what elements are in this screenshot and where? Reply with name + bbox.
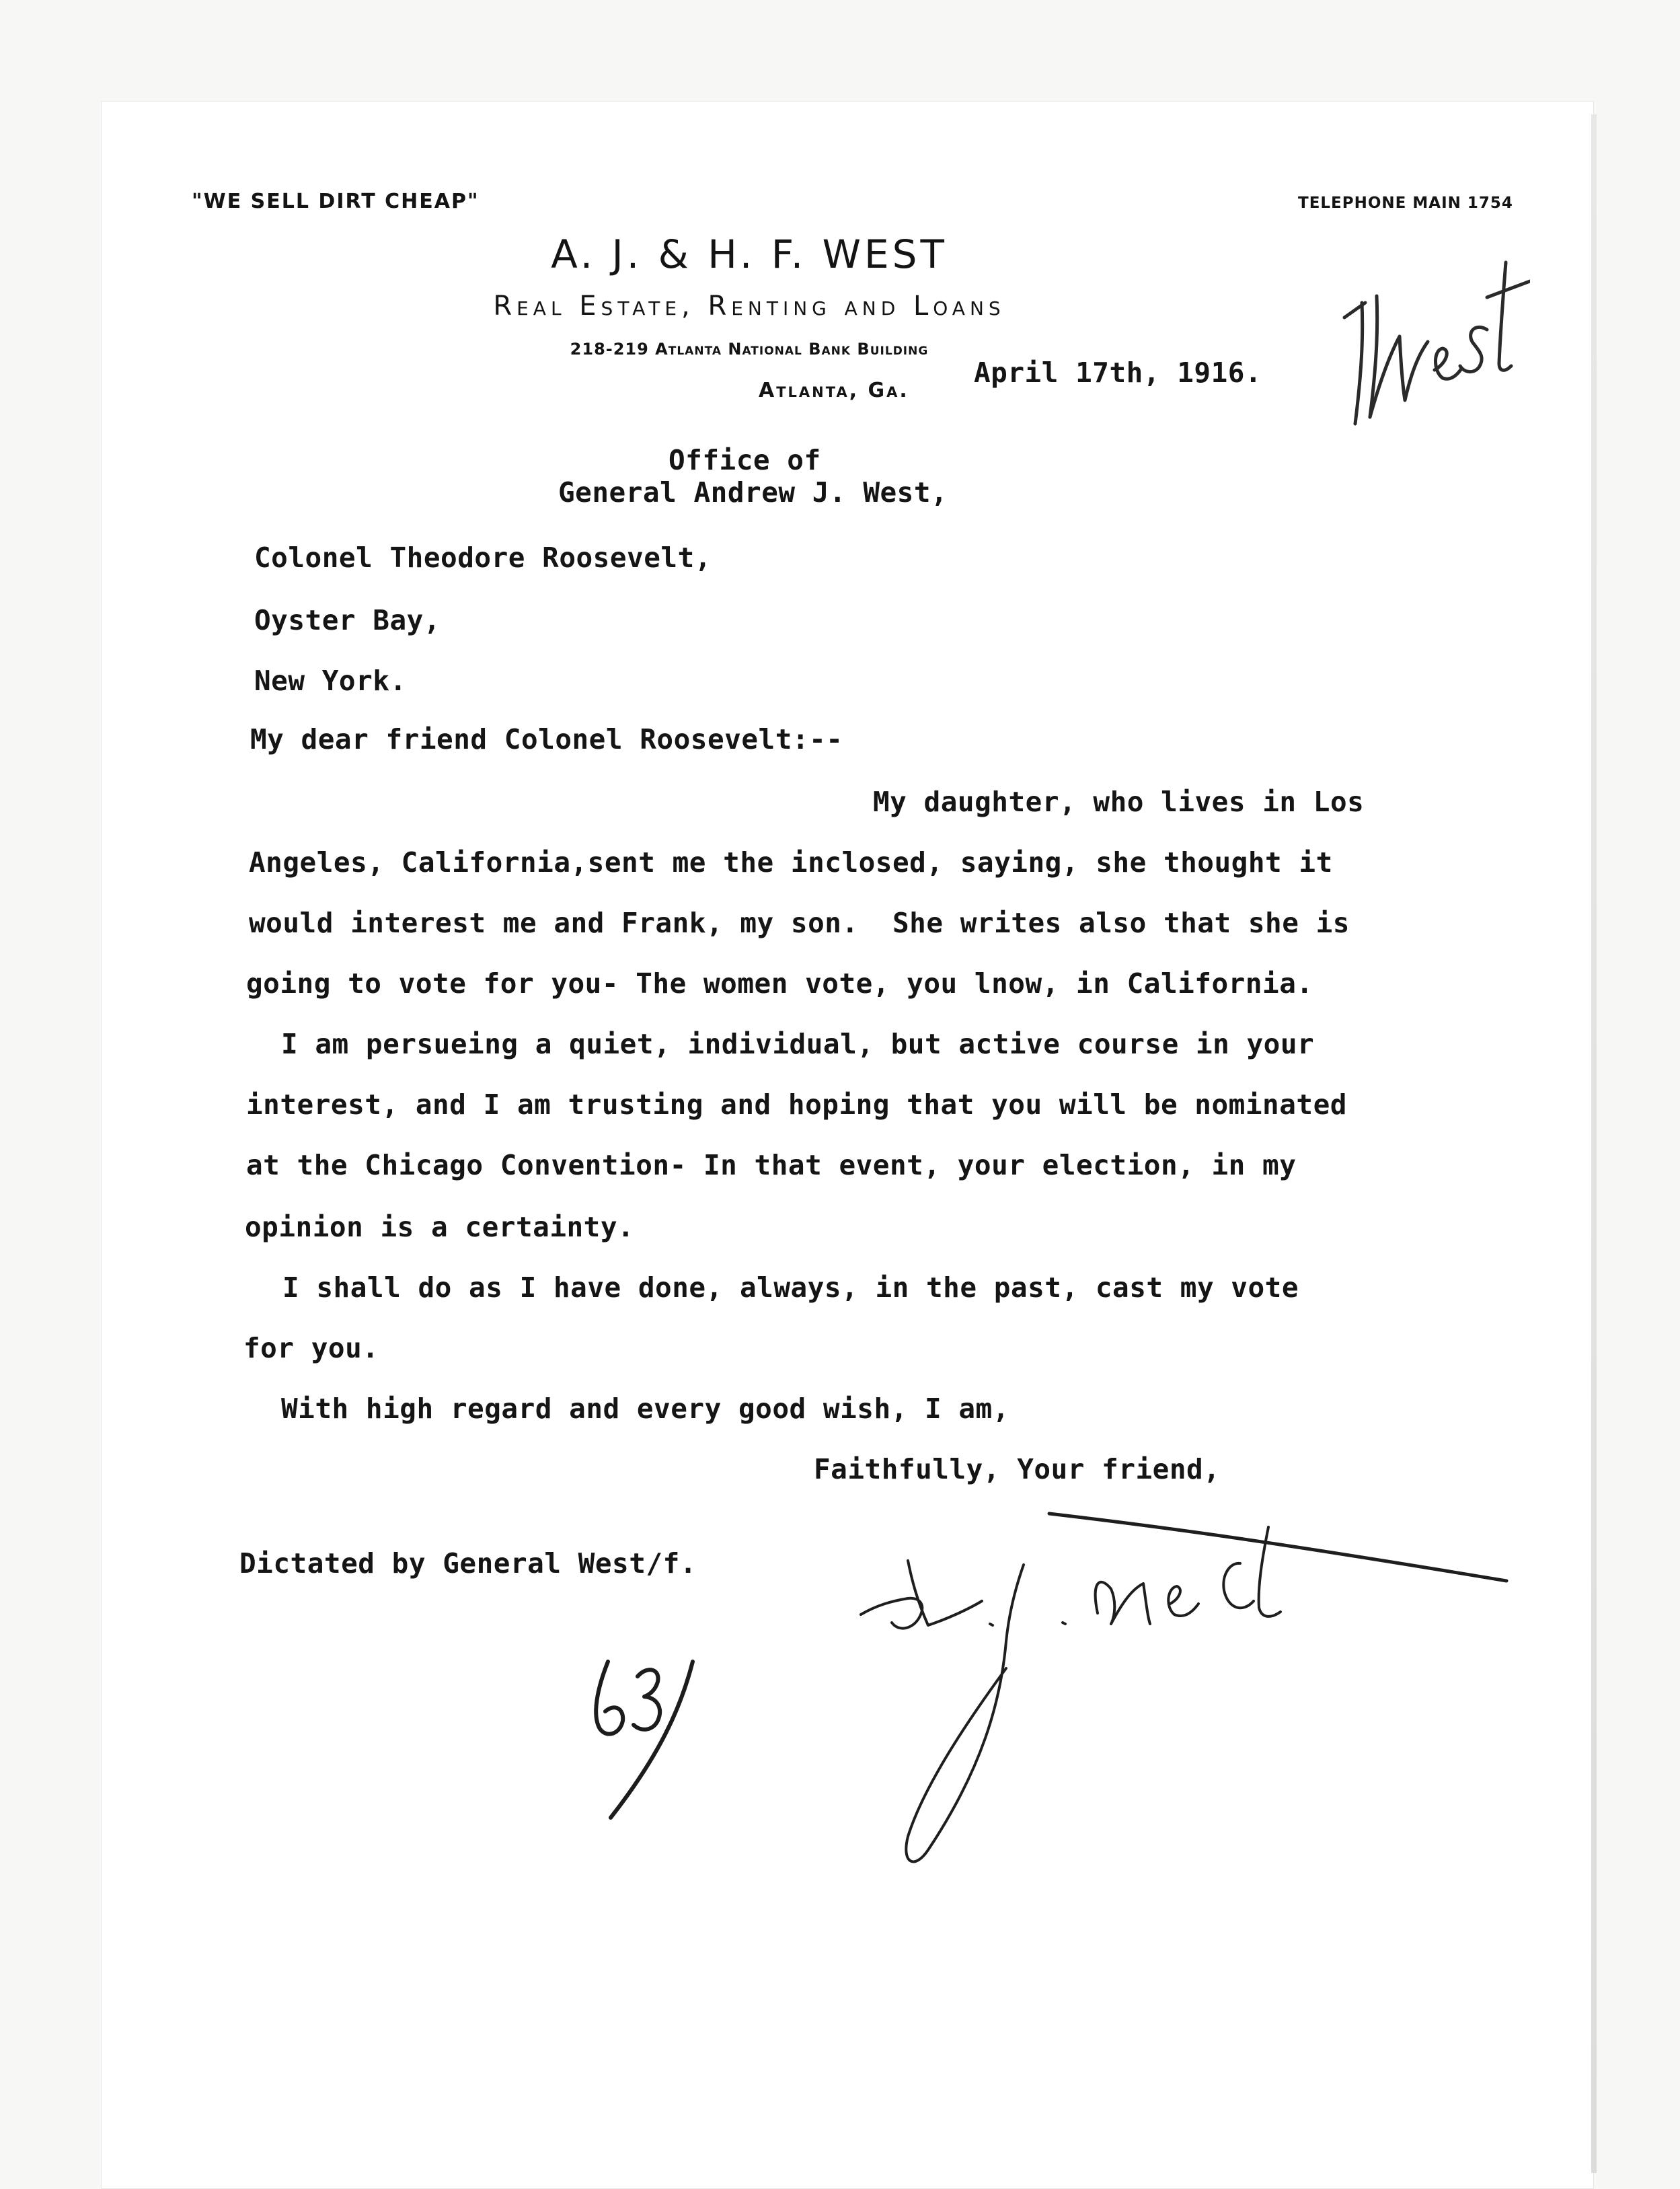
body-line: at the Chicago Convention- In that event, your election, in my [246,1149,1297,1181]
recipient-line: New York. [254,665,407,697]
body-line: interest, and I am trusting and hoping that you will be nominated [246,1088,1347,1121]
recipient-line: Colonel Theodore Roosevelt, [254,542,712,574]
body-line: With high regard and every good wish, I am, [281,1393,1009,1425]
letterhead-firm-name: A. J. & H. F. WEST [551,231,948,277]
body-line: opinion is a certainty. [245,1211,635,1243]
body-line: would interest me and Frank, my son. She writes also that she is [249,907,1350,939]
letterhead-telephone: TELEPHONE MAIN 1754 [1298,194,1513,212]
body-line: My daughter, who lives in Los [873,786,1365,818]
letter-date: April 17th, 1916. [974,357,1262,389]
body-line: going to vote for you- The women vote, you lnow, in California. [246,967,1313,1000]
closing: Faithfully, Your friend, [814,1453,1221,1485]
body-line: I am persueing a quiet, individual, but active course in your [281,1028,1315,1060]
signature [847,1500,1520,1877]
letterhead-address: 218-219 Atlanta National Bank Building [570,340,929,359]
body-line: for you. [243,1332,379,1364]
office-line-2: General Andrew J. West, [558,476,948,509]
recipient-line: Oyster Bay, [254,604,441,636]
handwritten-page-number [585,1641,720,1823]
letterhead-city: Atlanta, Ga. [759,379,909,402]
salutation: My dear friend Colonel Roosevelt:-- [250,723,843,755]
letterhead-business: Real Estate, Renting and Loans [493,291,1005,322]
letterhead-slogan: "WE SELL DIRT CHEAP" [192,190,480,213]
body-line: I shall do as I have done, always, in the past, cast my vote [282,1271,1299,1304]
handwritten-west-note [1335,256,1530,437]
page-edge [1591,114,1597,2173]
office-line-1: Office of [669,444,821,476]
body-line: Angeles, California,sent me the inclosed, saying, she thought it [249,846,1333,879]
dictation-note: Dictated by General West/f. [239,1547,697,1580]
